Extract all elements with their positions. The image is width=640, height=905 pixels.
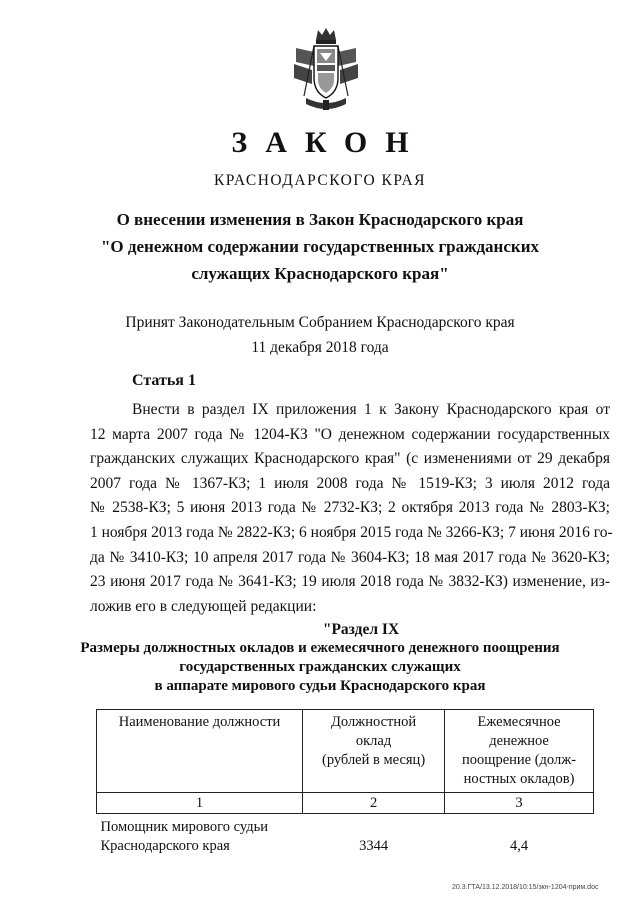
law-heading-line: "О денежном содержании государственных гражданских <box>100 237 539 256</box>
article-line: да № 3410-КЗ; 10 апреля 2017 года № 3604-КЗ; 18 мая 2017 года № 3620-КЗ; <box>90 548 610 566</box>
article-line: ложив его в следующей редакции: <box>90 597 317 615</box>
column-header-text: оклад <box>355 733 392 749</box>
document-reference: 20.3.ГТА/13.12.2018/10:15/зкн-1204-прим.doc <box>452 884 599 891</box>
table-header-row <box>97 710 594 793</box>
law-heading-line: О внесении изменения в Закон Краснодарского края <box>116 210 524 229</box>
salary-cell: 3344 <box>359 838 389 854</box>
section-heading <box>0 620 640 696</box>
column-header-bonus <box>445 710 594 793</box>
column-number: 2 <box>303 793 445 814</box>
column-header-text: денежное <box>489 733 549 749</box>
adoption-body: Принят Законодательным Собранием Краснодарского края <box>125 314 515 331</box>
column-header-text: поощрение (долж- <box>462 752 577 768</box>
law-heading <box>0 206 640 287</box>
section-title-line: Размеры должностных окладов и ежемесячного денежного поощрения <box>80 640 560 656</box>
article-body <box>90 398 613 619</box>
adoption-note <box>0 310 640 360</box>
column-header-position <box>97 710 303 793</box>
column-header-text: Должностной <box>331 714 417 730</box>
position-cell <box>97 814 303 860</box>
position-text: Краснодарского края <box>100 838 230 854</box>
article-line: Внести в раздел IX приложения 1 к Закону Краснодарского края от <box>132 401 610 418</box>
column-header-salary <box>303 710 445 793</box>
column-number: 1 <box>97 793 303 814</box>
column-header-text: Ежемесячное <box>477 714 561 730</box>
article-line: 23 июня 2017 года № 3641-КЗ; 19 июля 2018 года № 3832-КЗ) изменение, из- <box>90 573 610 591</box>
salary-table <box>96 709 594 859</box>
krasnodar-coat-of-arms-icon <box>290 26 362 112</box>
article-line: № 2538-КЗ; 5 июня 2013 года № 2732-КЗ; 2 октября 2013 года № 2803-КЗ; <box>90 499 610 517</box>
law-title: ЗАКОН <box>231 126 427 159</box>
article-line: 12 марта 2007 года № 1204-КЗ "О денежном содержании государственных <box>90 425 610 443</box>
adoption-date: 11 декабря 2018 года <box>251 339 389 356</box>
article-line: 2007 года № 1367-КЗ; 1 июля 2008 года № 1519-КЗ; 3 июля 2012 года <box>90 474 610 492</box>
bonus-cell: 4,4 <box>509 838 529 854</box>
position-text: Помощник мирового судьи <box>100 819 268 835</box>
column-header-text: (рублей в месяц) <box>321 752 426 768</box>
table-row <box>97 814 594 860</box>
section-label: "Раздел IX <box>322 621 400 638</box>
region-name: КРАСНОДАРСКОГО КРАЯ <box>213 172 427 189</box>
section-title-line: в аппарате мирового судьи Краснодарского края <box>154 678 486 694</box>
column-header-text: ностных окладов) <box>463 771 575 787</box>
article-line: гражданских служащих Краснодарского края" (с изменениями от 29 декабря <box>90 450 610 468</box>
column-number: 3 <box>445 793 594 814</box>
article-title: Статья 1 <box>132 372 196 389</box>
law-heading-line: служащих Краснодарского края" <box>191 264 449 283</box>
section-title-line: государственных гражданских служащих <box>179 659 461 675</box>
column-header-text: Наименование должности <box>118 714 281 730</box>
column-number-row <box>97 793 594 814</box>
article-line: 1 ноября 2013 года № 2822-КЗ; 6 ноября 2015 года № 3266-КЗ; 7 июня 2016 го- <box>90 523 613 541</box>
